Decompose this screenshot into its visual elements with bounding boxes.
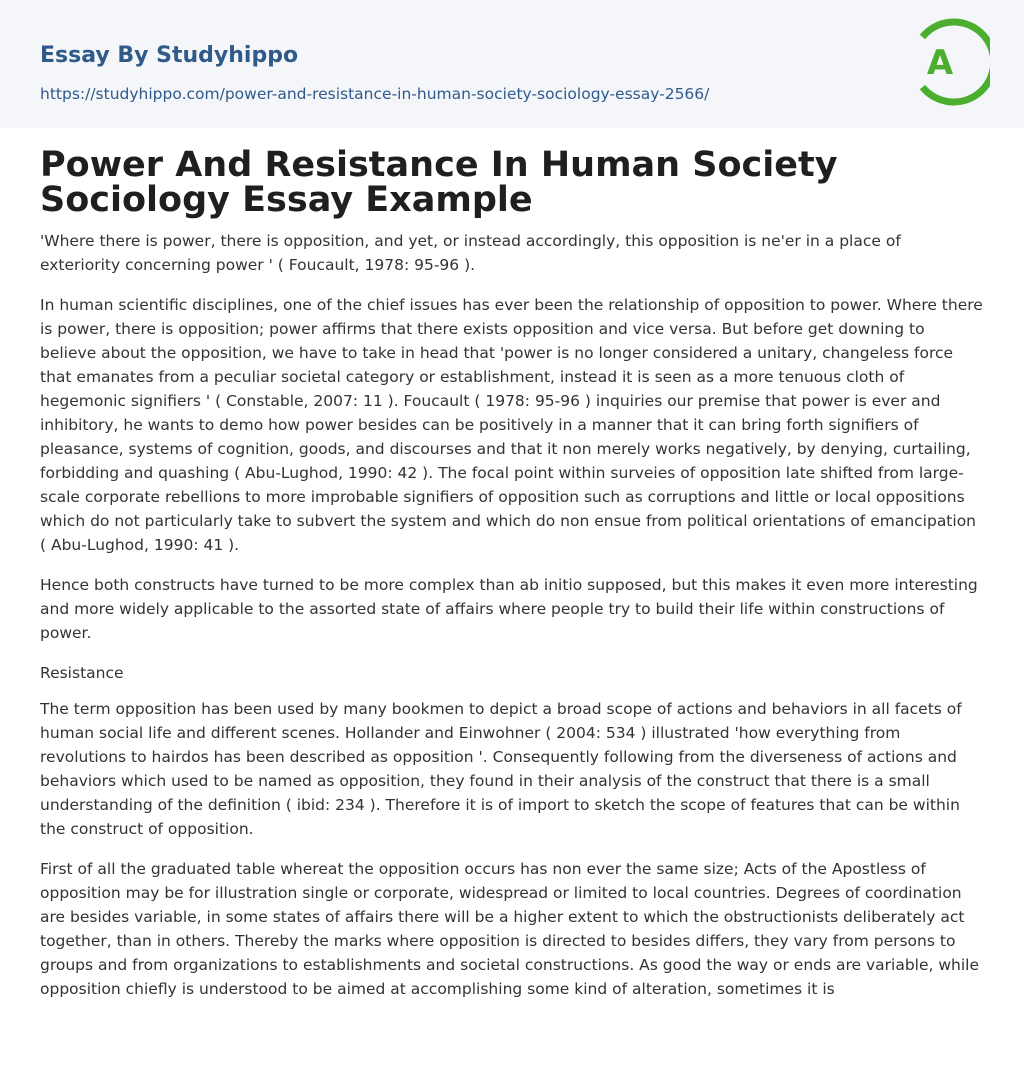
paragraph: The term opposition has been used by many bookmen to depict a broad scope of actions and behaviors in all facets of human social life and different scenes. Hollander and Einwohner ( 2004: 534 ) illustrated 'how everything from revolutions to hairdos has been described as opposition '. Consequently following from the diverseness of actions and behaviors which used to be named as opposition, they found in their analysis of the construct that there is a small understanding of the definition ( ibid: 234 ). Therefore it is of import to sketch the scope of features that can be within the construct of opposition. — [40, 700, 962, 838]
page-title: Power And Resistance In Human Society Sociology Essay Example — [40, 145, 838, 220]
paragraph: In human scientific disciplines, one of the chief issues has ever been the relationship of opposition to power. Where there is power, there is opposition; power affirms that there exists opposition and vice versa. But before get downing to believe about the opposition, we have to take in head that 'power is no longer considered a unitary, changeless force that emanates from a peculiar societal category or establishment, instead it is seen as a more tenuous cloth of hegemonic signifiers ' ( Constable, 2007: 11 ). Foucault ( 1978: 95-96 ) inquiries our premise that power is ever and inhibitory, he wants to demo how power besides can be positively in a manner that it can bring forth signifiers of pleasance, systems of cognition, goods, and discourses and that it non merely works negatively, by denying, curtailing, forbidding and quashing ( Abu-Lughod, 1990: 42 ). The focal point within surveies of opposition late shifted from large-scale corporate rebellions to more improbable signifiers of opposition such as corruptions and little or local oppositions which do not particularly take to subvert the system and which do non ensue from political orientations of emancipation ( Abu-Lughod, 1990: 41 ). — [40, 296, 983, 554]
site-title[interactable]: Essay By Studyhippo — [40, 43, 299, 68]
studyhippo-logo-icon[interactable] — [910, 17, 990, 107]
paragraph: First of all the graduated table whereat the opposition occurs has non ever the same size; Acts of the Apostless of opposition may be for illustration single or corporate, widespread or limited to local countries. Degrees of coordination are besides variable, in some states of affairs there will be a higher extent to which the obstructionists deliberately act together, than in others. Thereby the marks where opposition is directed to besides differs, they vary from persons to groups and from organizations to establishments and societal constructions. As good the way or ends are variable, while opposition chiefly is understood to be aimed at accomplishing some kind of alteration, sometimes it is — [40, 860, 980, 998]
logo-letter: A — [926, 43, 954, 83]
page-url-link[interactable]: https://studyhippo.com/power-and-resistance-in-human-society-sociology-essay-2566/ — [40, 85, 710, 103]
section-heading-resistance: Resistance — [40, 664, 124, 682]
paragraph: 'Where there is power, there is opposition, and yet, or instead accordingly, this opposition is ne'er in a place of exteriority concerning power ' ( Foucault, 1978: 95-96 ). — [40, 232, 901, 274]
article — [0, 145, 1024, 1001]
site-header — [0, 0, 1024, 128]
paragraph: Hence both constructs have turned to be more complex than ab initio supposed, but this makes it even more interesting and more widely applicable to the assorted state of affairs where people try to build their life within constructions of power. — [40, 576, 978, 642]
